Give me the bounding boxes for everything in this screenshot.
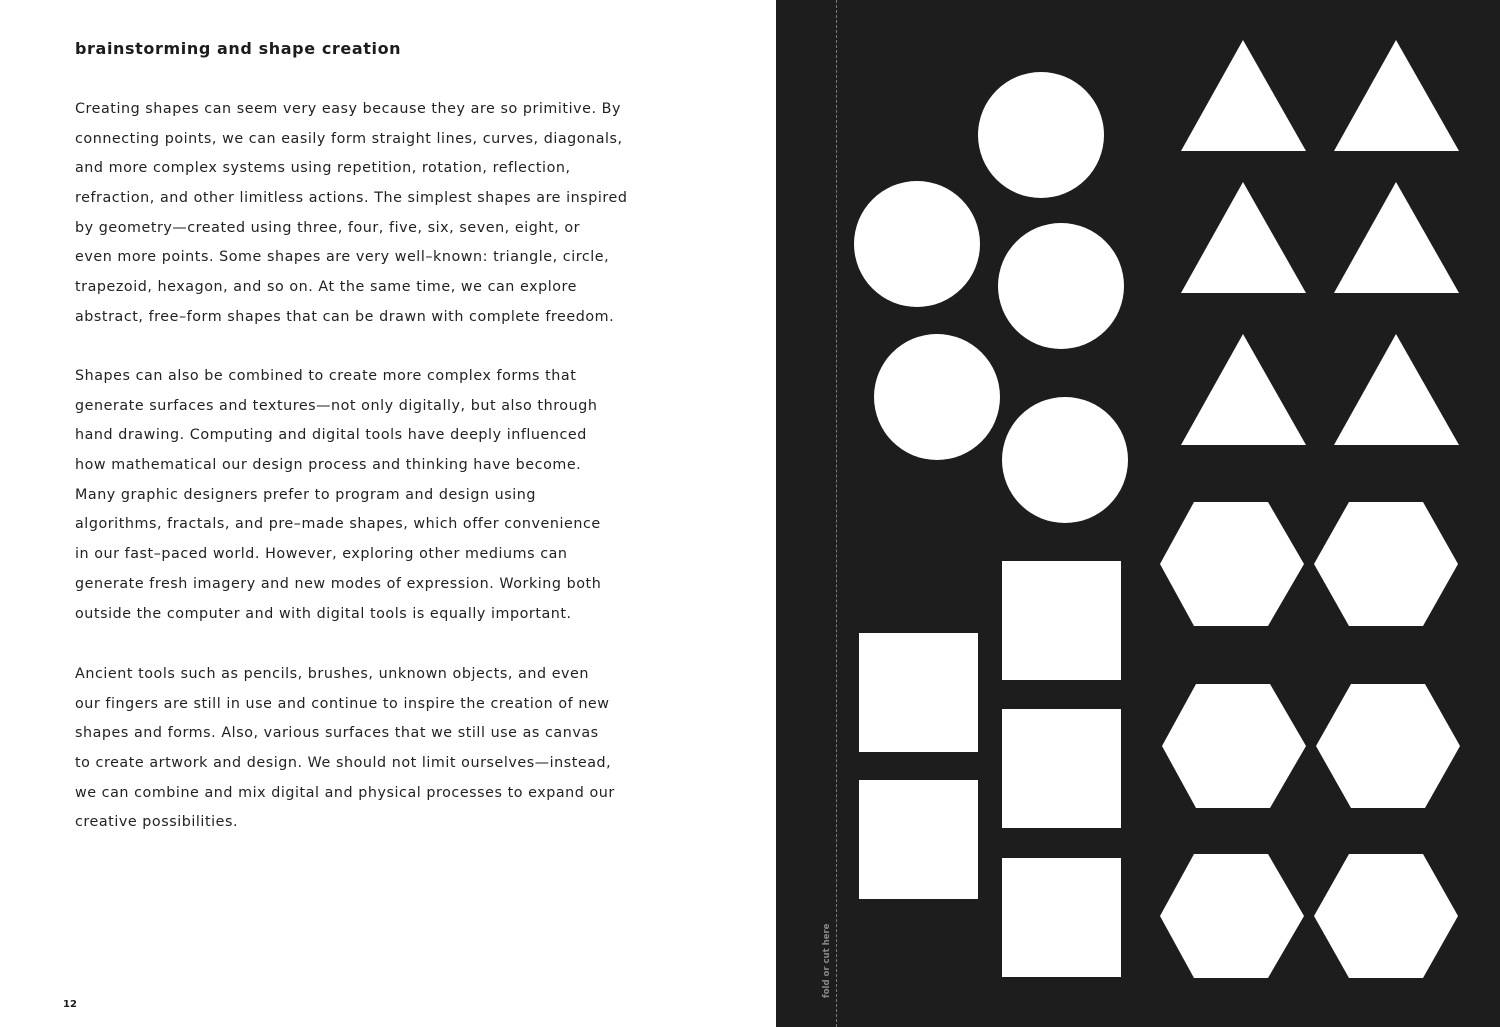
text-line: shapes and forms. Also, various surfaces that we still use as canvas (75, 725, 599, 742)
hexagon-shape (1160, 502, 1304, 626)
text-line: hand drawing. Computing and digital tools have deeply influenced (75, 427, 587, 444)
circle-shape (874, 334, 1000, 460)
circle-shape (854, 181, 980, 307)
hexagon-shape (1162, 684, 1306, 808)
circle-shape (978, 72, 1104, 198)
text-line: Ancient tools such as pencils, brushes, unknown objects, and even (75, 666, 590, 682)
hexagon-shape (1160, 854, 1304, 978)
triangle-shape (1181, 334, 1306, 445)
text-line: connecting points, we can easily form straight lines, curves, diagonals, (75, 130, 623, 147)
shape-cutouts (776, 0, 1500, 1027)
hexagon-shape (1314, 502, 1458, 626)
page-number: 12 (63, 999, 77, 1010)
triangle-shape (1334, 334, 1459, 445)
text-line: and more complex systems using repetition, rotation, reflection, (75, 160, 571, 177)
triangle-shape (1181, 40, 1306, 151)
text-line: to create artwork and design. We should not limit ourselves—instead, (75, 755, 612, 772)
paragraph-1 (75, 95, 650, 333)
text-line: by geometry—created using three, four, five, six, seven, eight, or (75, 219, 581, 236)
square-shape (1002, 858, 1121, 977)
circle-shape (998, 223, 1124, 349)
text-line: our fingers are still in use and continue to inspire the creation of new (75, 695, 610, 712)
text-line: how mathematical our design process and thinking have become. (75, 457, 582, 474)
hexagon-shape (1316, 684, 1460, 808)
text-line: creative possibilities. (75, 814, 239, 831)
square-shape (1002, 709, 1121, 828)
square-shape (1002, 561, 1121, 680)
paragraph-2 (75, 362, 650, 629)
text-line: we can combine and mix digital and physical processes to expand our (75, 784, 615, 801)
triangle-shape (1334, 182, 1459, 293)
text-line: outside the computer and with digital tools is equally important. (75, 605, 572, 622)
paragraph-3 (75, 660, 650, 838)
text-line: Creating shapes can seem very easy because they are so primitive. By (75, 101, 622, 117)
text-line: refraction, and other limitless actions. The simplest shapes are inspired (75, 190, 628, 207)
square-shape (859, 633, 978, 752)
text-line: abstract, free–form shapes that can be drawn with complete freedom. (75, 308, 615, 325)
text-line: in our fast–paced world. However, exploring other mediums can (75, 546, 568, 563)
circle-shape (1002, 397, 1128, 523)
text-line: Shapes can also be combined to create more complex forms that (75, 368, 577, 384)
section-heading: brainstorming and shape creation (75, 39, 402, 58)
text-line: even more points. Some shapes are very well–known: triangle, circle, (75, 249, 610, 266)
square-shape (859, 780, 978, 899)
text-line: trapezoid, hexagon, and so on. At the same time, we can explore (75, 279, 578, 296)
right-page (776, 0, 1500, 1027)
text-line: algorithms, fractals, and pre–made shapes, which offer convenience (75, 516, 601, 533)
text-line: generate fresh imagery and new modes of expression. Working both (75, 575, 602, 592)
triangle-shape (1181, 182, 1306, 293)
hexagon-shape (1314, 854, 1458, 978)
triangle-shape (1334, 40, 1459, 151)
text-line: generate surfaces and textures—not only digitally, but also through (75, 397, 598, 414)
text-line: Many graphic designers prefer to program and design using (75, 486, 537, 503)
fold-label: fold or cut here (822, 923, 832, 998)
